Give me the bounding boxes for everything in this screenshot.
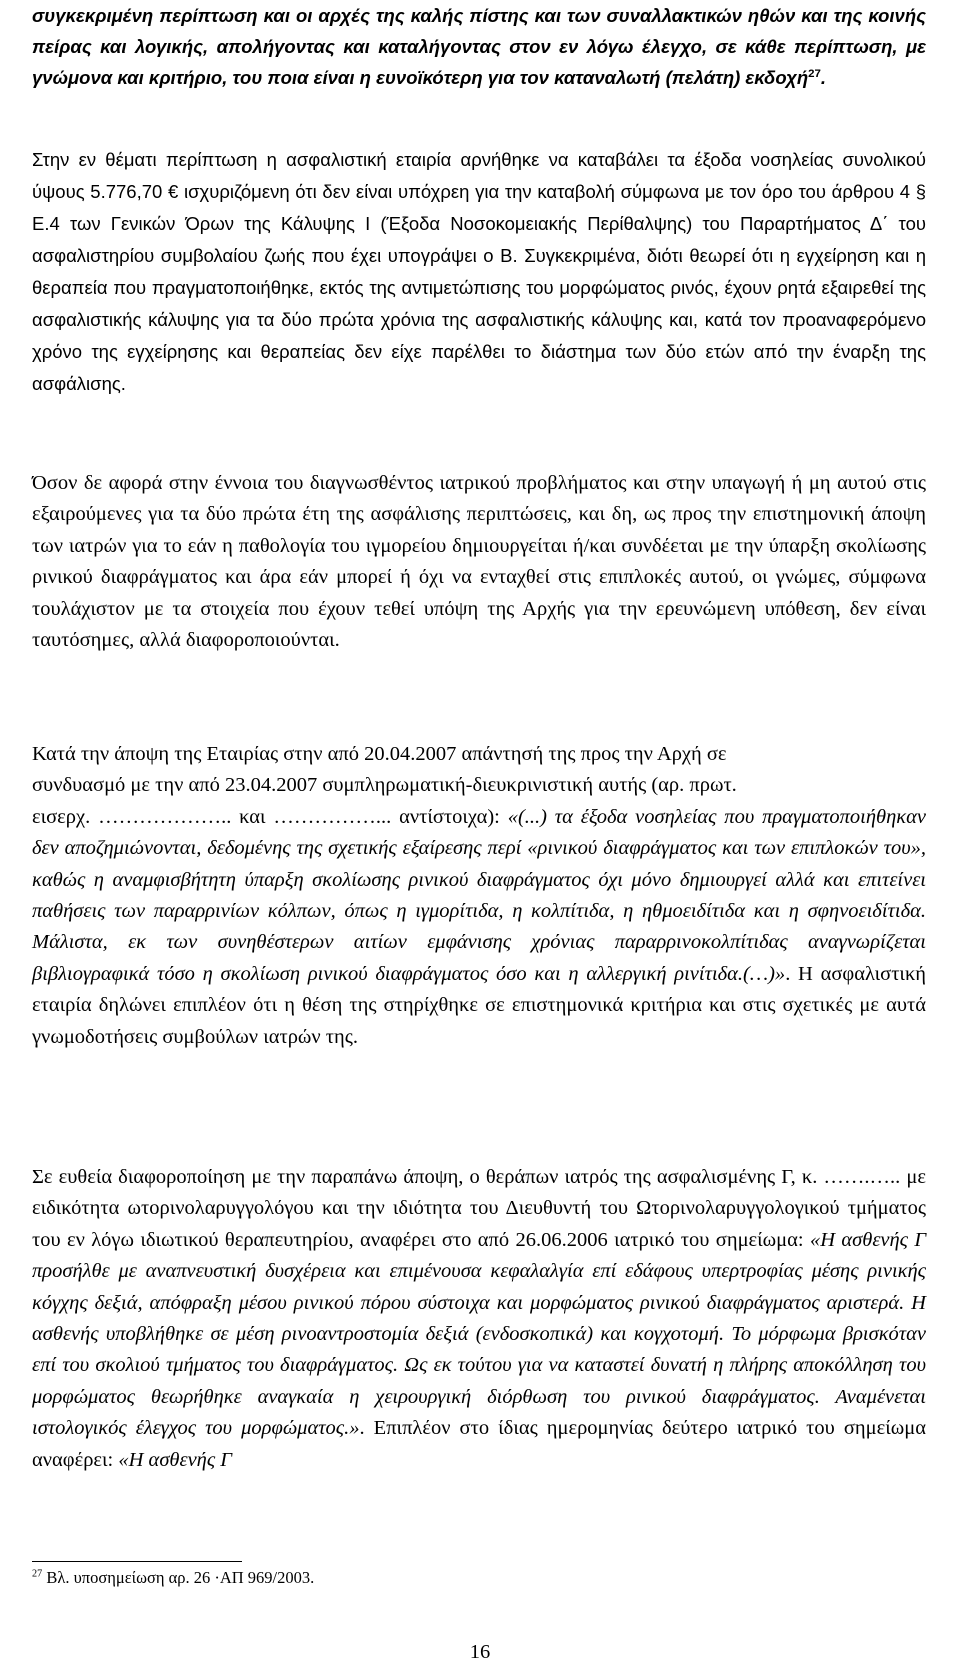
- paragraph-middle: . Επιπλέον στο ίδιας ημερομηνίας δεύτερο ιατρικό του σημείωμα αναφέρει:: [32, 1417, 926, 1471]
- paragraph-text: συγκεκριμένη περίπτωση και οι αρχές της καλής πίστης και των συναλλακτικών ηθών και της κοινής πείρας και λογικής, απολήγοντας και καταλήγοντας στον εν λόγω έλεγχο, σε κάθε περίπτωση, με γνώμονα και κριτήριο, του ποια είναι η ευνοϊκότερη για τον καταναλωτή (πελάτη) εκδοχή: [32, 5, 926, 88]
- paragraph-end: .: [820, 67, 827, 88]
- footnote-number: 27: [32, 1568, 43, 1580]
- physician-quote-1: «Η ασθενής Γ προσήλθε με αναπνευστική δυσχέρεια και επιμένουσα κεφαλαλγία επί εδάφους υπερτροφίας μέσης ρινικής κόγχης δεξιά, απόφραξη μέσου ρινικού πόρου σύστοιχα και μορφώματος ρινικού διαφράγματος αριστερά. Η ασθενής υποβλήθηκε σε μέση ρινοαντροστομία δεξιά (ενδοσκοπικά) και κογχοτομή. Το μόρφωμα βρισκόταν επί του σκολιού τμήματος του διαφράγματος. Ως εκ τούτου για να καταστεί δυνατή η πλήρης αποκόλληση του μορφώματος θεωρήθηκε αναγκαία η χειρουργική διόρθωση του ρινικού διαφράγματος. Αναμένεται ιστολογικός έλεγχος του μορφώματος.»: [32, 1228, 926, 1440]
- company-quote: «(...) τα έξοδα νοσηλείας που πραγματοποιήθηκαν δεν αποζημιώνονται, δεδομένης της σχετικής εξαίρεσης περί «ρινικού διαφράγματος και των επιπλοκών του», καθώς η αναμφισβήτητη ύπαρξη σκολίωσης ρινικού διαφράγματος όχι μόνο δημιουργεί αλλά και επιτείνει παθήσεις των παραρρινίων κόλπων, όπως η ιγμορίτιδα, η κολπίτιδα, η ηθμοειδίτιδα και η σφηνοειδίτιδα. Μάλιστα, εκ των συνηθέστερων αιτίων εμφάνισης χρόνιας παραρρινοκολπίτιδας αναγνωρίζεται βιβλιογραφικά τόσο η σκολίωση ρινικού διαφράγματος όσο και η αλλεργική ρινίτιδα.(…)»: [32, 805, 926, 985]
- paragraph-medical-opinions: [32, 468, 926, 656]
- paragraph-insurer-refusal: [32, 144, 926, 400]
- footnote-separator: [32, 1561, 242, 1562]
- paragraph-line-3-prefix: εισερχ. ……………….. και ……………... αντίστοιχα):: [32, 805, 508, 828]
- paragraph-company-position: [32, 739, 926, 1053]
- physician-quote-2: «Η ασθενής Γ: [118, 1448, 232, 1471]
- footnote-text: Βλ. υποσημείωση αρ. 26 ·ΑΠ 969/2003.: [42, 1568, 315, 1587]
- paragraph-text: Όσον δε αφορά στην έννοια του διαγνωσθέντος ιατρικού προβλήματος και στην υπαγωγή ή μη αυτού στις εξαιρούμενες για τα δύο πρώτα έτη της ασφάλισης περιπτώσεις, και δη, ως προς την επιστημονική άποψη των ιατρών για το εάν η παθολογία του ιγμορείου δημιουργείται ή/και συνδέεται με την ύπαρξη σκολίωσης ρινικού διαφράγματος και άρα εάν μπορεί ή όχι να ενταχθεί στις επιπλοκές αυτού, οι γνώμες, σύμφωνα τουλάχιστον με τα στοιχεία που έχουν τεθεί υπόψη της Αρχής για την ερευνώμενη υπόθεση, δεν είναι ταυτόσημες, αλλά διαφοροποιούνται.: [32, 472, 926, 652]
- paragraph-consumer-protection: [32, 0, 926, 93]
- footnote: [32, 1568, 314, 1588]
- paragraph-line-2: συνδυασμό με την από 23.04.2007 συμπληρωματική-διευκρινιστική αυτής (αρ. πρωτ.: [32, 774, 737, 797]
- paragraph-text: Σε ευθεία διαφοροποίηση με την παραπάνω άποψη, ο θεράπων ιατρός της ασφαλισμένης Γ, κ. …….….. με ειδικότητα ωτορινολαρυγγολόγου και την ιδιότητα του Διευθυντή του Ωτορινολαρυγγολογικού τμήματος του εν λόγω ιδιωτικού θεραπευτηρίου, αναφέρει στο από 26.06.2006 ιατρικό του σημείωμα:: [32, 1166, 926, 1251]
- footnote-reference: 27: [808, 67, 821, 80]
- paragraph-physician-opinion: [32, 1162, 926, 1476]
- page-number: 16: [469, 1641, 491, 1663]
- paragraph-text: Στην εν θέματι περίπτωση η ασφαλιστική εταιρία αρνήθηκε να καταβάλει τα έξοδα νοσηλείας συνολικού ύψους 5.776,70 € ισχυριζόμενη ότι δεν είναι υπόχρεη για την καταβολή σύμφωνα με τον όρο του άρθρου 4 § Ε.4 των Γενικών Όρων της Κάλυψης Ι (Έξοδα Νοσοκομειακής Περίθαλψης) του Παραρτήματος Δ΄ του ασφαλιστηρίου συμβολαίου ζωής που έχει υπογράψει ο Β. Συγκεκριμένα, διότι θεωρεί ότι η εγχείρηση και η θεραπεία που πραγματοποιήθηκε, εκτός της αντιμετώπισης του μορφώματος ρινός, έχουν ρητά εξαιρεθεί της ασφαλιστικής κάλυψης για τα δύο πρώτα χρόνια της ασφαλιστικής κάλυψης και, κατά τον προαναφερόμενο χρόνο της εγχείρησης και θεραπείας δεν είχε παρέλθει το διάστημα των δύο ετών από την έναρξη της ασφάλισης.: [32, 149, 926, 394]
- paragraph-line-1: Κατά την άποψη της Εταιρίας στην από 20.04.2007 απάντησή της προς την Αρχή σε: [32, 743, 727, 765]
- paragraph-rest: . Η ασφαλιστική εταιρία δηλώνει επιπλέον ότι η θέση της στηρίχθηκε σε επιστημονικά κριτήρια και στις σχετικές με αυτά γνωμοδοτήσεις συμβούλων ιατρών της.: [32, 962, 926, 1048]
